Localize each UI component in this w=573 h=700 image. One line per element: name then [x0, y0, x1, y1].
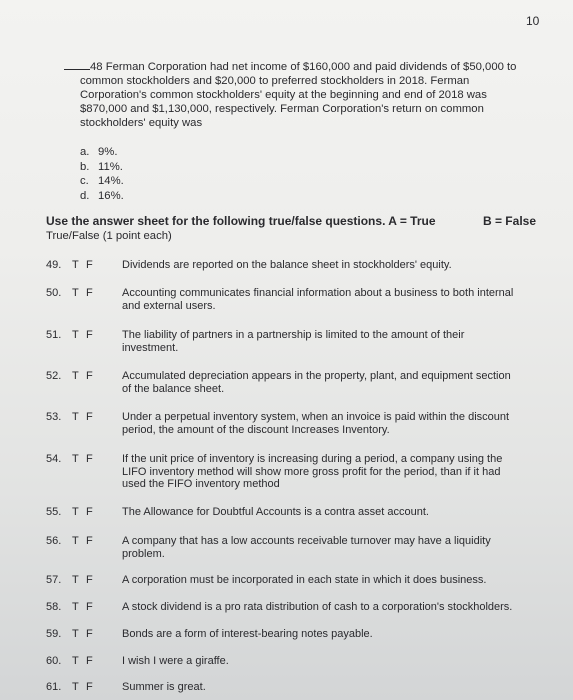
tf-question-statement	[122, 287, 541, 312]
tf-question-statement	[122, 535, 541, 560]
false-option: F	[86, 259, 93, 271]
tf-question-number: 59.	[46, 628, 62, 640]
tf-question-statement	[122, 628, 541, 641]
statement-line: A company that has a low accounts receivable turnover may have a liquidity	[122, 535, 491, 547]
tf-instructions	[46, 214, 536, 244]
choice-text: 11%.	[98, 160, 123, 173]
question-48-line-1	[64, 59, 534, 74]
choice-a	[80, 145, 124, 160]
statement-line: Summer is great.	[122, 681, 206, 693]
tf-question	[46, 453, 541, 491]
answer-blank	[64, 59, 90, 70]
true-option: T	[72, 329, 79, 341]
tf-question	[46, 329, 541, 354]
true-option: T	[72, 681, 79, 693]
choice-text: 9%.	[98, 146, 118, 158]
page-number: 10	[526, 14, 540, 28]
tf-question-number: 53.	[46, 411, 62, 423]
question-48-number: 48	[90, 61, 103, 73]
true-option: T	[72, 574, 79, 586]
tf-question-number: 57.	[46, 574, 62, 586]
question-48-text-4: $870,000 and $1,130,000, respectively. Ferman Corporation's return on common	[80, 103, 484, 115]
choice-letter: a.	[80, 146, 90, 158]
tf-question-number: 50.	[46, 287, 62, 299]
tf-question	[46, 601, 541, 614]
tf-question	[46, 411, 541, 436]
tf-question-statement	[122, 370, 541, 395]
false-option: F	[86, 601, 93, 613]
true-option: T	[72, 535, 79, 547]
false-option: F	[86, 287, 93, 299]
true-option: T	[72, 287, 79, 299]
false-option: F	[86, 411, 93, 423]
choice-c	[80, 174, 124, 189]
tf-question-number: 55.	[46, 506, 62, 518]
choice-letter: b.	[80, 160, 90, 173]
statement-line: investment.	[122, 341, 179, 354]
true-option: T	[72, 628, 79, 640]
tf-question-number: 58.	[46, 601, 62, 613]
true-option: T	[72, 370, 79, 382]
statement-line: Under a perpetual inventory system, when an invoice is paid within the discount	[122, 411, 510, 423]
statement-line: Accumulated depreciation appears in the property, plant, and equipment section	[122, 370, 511, 382]
tf-question	[46, 370, 541, 395]
tf-question-statement	[122, 411, 541, 436]
question-48-text-3: Corporation's common stockholders' equity at the beginning and end of 2018 was	[80, 89, 487, 101]
tf-question-number: 51.	[46, 329, 62, 341]
tf-question-number: 49.	[46, 259, 62, 271]
question-48	[64, 59, 534, 130]
question-48-choices	[80, 145, 124, 203]
choice-b	[80, 160, 124, 175]
statement-line: and external users.	[122, 299, 216, 312]
tf-question-number: 56.	[46, 535, 62, 547]
false-option: F	[86, 574, 93, 586]
statement-line: problem.	[122, 547, 165, 560]
tf-question	[46, 681, 541, 694]
statement-line: I wish I were a giraffe.	[122, 655, 229, 667]
instructions-false-key: B = False	[482, 214, 536, 228]
tf-question	[46, 574, 541, 587]
tf-question-statement	[122, 681, 541, 694]
true-option: T	[72, 259, 79, 271]
question-48-text-2: common stockholders and $20,000 to preferred stockholders in 2018. Ferman	[80, 75, 470, 87]
statement-line: A corporation must be incorporated in each state in which it does business.	[122, 574, 487, 586]
statement-line: The liability of partners in a partnership is limited to the amount of their	[122, 329, 465, 341]
question-48-text-5: stockholders' equity was	[80, 117, 203, 129]
tf-question	[46, 628, 541, 641]
tf-question	[46, 287, 541, 312]
true-option: T	[72, 601, 79, 613]
tf-question-statement	[122, 329, 541, 354]
tf-question-statement	[122, 655, 541, 668]
choice-text: 16%.	[98, 189, 124, 202]
tf-question-statement	[122, 506, 541, 519]
false-option: F	[86, 655, 93, 667]
tf-question-number: 52.	[46, 370, 62, 382]
statement-line: Accounting communicates financial information about a business to both internal	[122, 287, 514, 299]
tf-question-statement	[122, 574, 541, 587]
true-option: T	[72, 411, 79, 423]
choice-letter: c.	[80, 175, 89, 187]
tf-question-number: 61.	[46, 681, 62, 693]
false-option: F	[86, 329, 93, 341]
false-option: F	[86, 535, 93, 547]
tf-question	[46, 535, 541, 560]
false-option: F	[86, 628, 93, 640]
statement-line: Bonds are a form of interest-bearing notes payable.	[122, 628, 373, 640]
choice-d	[80, 189, 124, 204]
tf-question-statement	[122, 453, 541, 491]
statement-line: The Allowance for Doubtful Accounts is a contra asset account.	[122, 506, 429, 518]
instructions-main: Use the answer sheet for the following true/false questions. A = True	[46, 214, 436, 228]
statement-line: used the FIFO inventory method	[122, 478, 280, 490]
true-option: T	[72, 655, 79, 667]
statement-line: Dividends are reported on the balance sheet in stockholders' equity.	[122, 259, 452, 271]
tf-question	[46, 259, 541, 272]
false-option: F	[86, 453, 93, 465]
statement-line: period, the amount of the discount Increases Inventory.	[122, 423, 390, 436]
tf-question-statement	[122, 601, 541, 614]
false-option: F	[86, 681, 93, 693]
false-option: F	[86, 506, 93, 518]
tf-question	[46, 655, 541, 668]
statement-line: If the unit price of inventory is increasing during a period, a company using the	[122, 453, 503, 465]
tf-question-statement	[122, 259, 541, 272]
tf-question-number: 60.	[46, 655, 62, 667]
question-48-text-1: Ferman Corporation had net income of $160,000 and paid dividends of $50,000 to	[105, 61, 517, 73]
false-option: F	[86, 370, 93, 382]
tf-question-number: 54.	[46, 453, 62, 465]
statement-line: A stock dividend is a pro rata distribution of cash to a corporation's stockholders.	[122, 601, 513, 613]
statement-line: of the balance sheet.	[122, 382, 225, 395]
choice-letter: d.	[80, 189, 90, 202]
instructions-points: True/False (1 point each)	[46, 230, 172, 242]
true-option: T	[72, 453, 79, 465]
choice-text: 14%.	[98, 175, 124, 187]
statement-line: LIFO inventory method will show more gross profit for the period, than if it had	[122, 465, 501, 478]
true-option: T	[72, 506, 79, 518]
tf-question	[46, 506, 541, 519]
